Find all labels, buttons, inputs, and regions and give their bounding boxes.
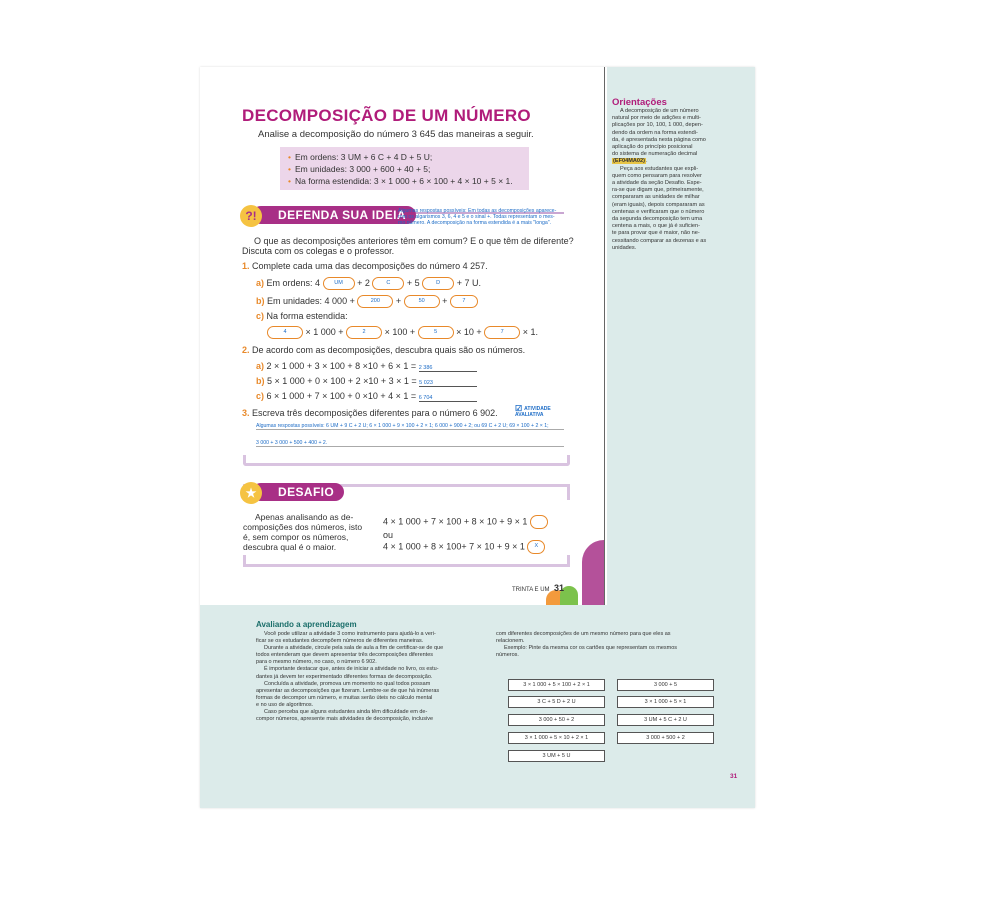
exercise-2c: c) 6 × 1 000 + 7 × 100 + 0 ×10 + 4 × 1 = 6 704 <box>256 391 477 402</box>
desafio-expr-1: 4 × 1 000 + 7 × 100 + 8 × 10 + 9 × 1 <box>383 515 548 529</box>
intro-text: Analise a decomposição do número 3 645 das maneiras a seguir. <box>258 129 534 140</box>
list-item: • Em unidades: 3 000 + 600 + 40 + 5; <box>288 164 431 174</box>
exercise-2b: b) 5 × 1 000 + 0 × 100 + 2 ×10 + 3 × 1 = 5 023 <box>256 376 477 387</box>
bottom-page-number: 31 <box>730 773 738 780</box>
exercise-3: 3. Escreva três decomposições diferentes para o número 6 902. <box>242 408 498 418</box>
section-bracket <box>243 455 570 466</box>
answer-box[interactable]: 5 <box>418 326 454 339</box>
decomposition-card: 3 C + 5 D + 2 U <box>508 696 605 708</box>
answer-box[interactable]: 2 <box>346 326 382 339</box>
avaliando-left-text: Você pode utilizar a atividade 3 como instrumento para ajudá-lo a veri- ficar se os estudantes decompõem números de diferentes maneiras. Durante a atividade, circule pela sala de aula a fim de certificar-se de que todos entenderam que devem apresentar três decomposições diferentes para o mesmo número, no caso, o número 6 902. É importante destacar que, antes de iniciar a atividade no livro, os estu- dantes já devem ter experimentado diferentes formas de decomposição. Concluída a atividade, promova um momento no qual todos possam apresentar as decomposições que fizeram. Lembre-se de que há inúmeras formas de decompor um número, e muitas serão úteis no cálculo mental e no uso de algoritmos. Caso perceba que alguns estudantes ainda têm dificuldade em de- compor números, apresente mais atividades de decomposição, inclusive <box>256 631 444 723</box>
column-divider <box>604 67 605 605</box>
exercise-2a: a) 2 × 1 000 + 3 × 100 + 8 ×10 + 6 × 1 = 2 386 <box>256 361 477 372</box>
exercise-3-answer: Algumas respostas possíveis: 6 UM + 9 C + 2 U; 6 × 1 000 + 9 × 100 + 2 × 1; 6 000 + 900 + 2; ou 69 C + 2 U; 69 × 100 + 2 × 1; <box>256 423 564 430</box>
answer-line[interactable]: 2 386 <box>419 365 477 372</box>
exercise-2: 2. De acordo com as decomposições, descubra quais são os números. <box>242 345 526 355</box>
answer-box[interactable]: UM <box>323 277 355 290</box>
decomposition-card: 3 × 1 000 + 5 × 1 <box>617 696 714 708</box>
page-footer: TRINTA E UM 31 <box>512 583 565 593</box>
exercise-1a: a) Em ordens: 4 UM + 2 C + 5 D + 7 U. <box>256 277 481 290</box>
desafio-label: DESAFIO <box>252 483 344 501</box>
section-bracket <box>243 555 570 567</box>
avaliando-title: Avaliando a aprendizagem <box>256 620 357 629</box>
exercise-1: 1. Complete cada uma das decomposições do número 4 257. <box>242 261 488 271</box>
answer-box[interactable]: 7 <box>484 326 520 339</box>
desafio-expr-2: 4 × 1 000 + 8 × 100+ 7 × 10 + 9 × 1 X <box>383 540 545 554</box>
answer-box[interactable]: C <box>372 277 404 290</box>
avaliando-right-text: com diferentes decomposições de um mesmo número para que eles as relacionem. Exemplo: Pinte da mesma cor os cartões que representam os mesmos números. <box>496 631 678 659</box>
exercise-1c-boxes: 4 × 1 000 + 2 × 100 + 5 × 10 + 7 × 1. <box>267 326 538 339</box>
page-title: DECOMPOSIÇÃO DE UM NÚMERO <box>242 106 531 125</box>
defenda-note: Algumas respostas possíveis: Em todas as decomposições aparece- rom os algarismos 3, 6, 4 e 5 e o sinal +. Todas representam o mes- mo número. A decomposição na forma estendida é a mais "longa". <box>398 208 557 226</box>
decomposition-card: 3 × 1 000 + 5 × 10 + 2 × 1 <box>508 732 605 744</box>
answer-box[interactable]: 4 <box>267 326 303 339</box>
decomposition-card: 3 000 + 50 + 2 <box>508 714 605 726</box>
answer-box[interactable] <box>530 515 548 529</box>
answer-line[interactable]: 5 023 <box>419 380 477 387</box>
check-icon: ☑ <box>515 404 523 413</box>
list-item: • Na forma estendida: 3 × 1 000 + 6 × 100 + 4 × 10 + 5 × 1. <box>288 176 513 186</box>
atividade-avaliativa-badge: ☑ ATIVIDADE AVALIATIVA <box>515 404 551 418</box>
desafio-text: Apenas analisando as de- composições dos números, isto é, sem compor os números, descubra qual é o maior. <box>243 512 363 552</box>
exercise-1b: b) Em unidades: 4 000 + 200 + 50 + 7 <box>256 295 478 308</box>
decomposition-card: 3 000 + 500 + 2 <box>617 732 714 744</box>
orientacoes-text: A decomposição de um número natural por meio de adições e multi- plicações por 10, 100, 1 000, depen- dendo da ordem na forma estendi- da, é apresentada nesta página como aplicação do princípio posicional do sistema de numeração decimal (EF04MA02). Peça aos estudantes que expli- quem como pensaram para resolver a atividade da seção Desafio. Espe- ra-se que digam que, primeiramente, compararam as unidades de milhar (eram iguais), depois compararam as centenas e verificaram que o número da segunda decomposição tem uma centena a mais, o que já é suficien- te para provar que é maior, não ne- cessitando comparar as dezenas e as unidades. <box>612 108 707 251</box>
decorative-shape <box>582 540 604 605</box>
list-item: • Em ordens: 3 UM + 6 C + 4 D + 5 U; <box>288 152 433 162</box>
decomposition-card: 3 UM + 5 U <box>508 750 605 762</box>
answer-box[interactable]: 50 <box>404 295 440 308</box>
exercise-3-answer: 3 000 + 3 000 + 500 + 400 + 2. <box>256 440 564 447</box>
bncc-code: (EF04MA02) <box>613 158 646 165</box>
answer-box[interactable]: 200 <box>357 295 393 308</box>
desafio-or: ou <box>383 530 394 540</box>
decomposition-card: 3 UM + 5 C + 2 U <box>617 714 714 726</box>
decomposition-card: 3 × 1 000 + 5 × 100 + 2 × 1 <box>508 679 605 691</box>
question-icon: ?! <box>240 205 262 227</box>
decomposition-card: 3 000 + 5 <box>617 679 714 691</box>
star-icon: ★ <box>240 482 262 504</box>
exercise-1c: c) Na forma estendida: <box>256 311 348 321</box>
defenda-question: O que as decomposições anteriores têm em comum? E o que têm de diferente? <box>254 236 574 246</box>
answer-box[interactable]: D <box>422 277 454 290</box>
defenda-question: Discuta com os colegas e o professor. <box>242 246 395 256</box>
answer-line[interactable]: 6 704 <box>419 395 477 402</box>
answer-box[interactable]: X <box>527 540 545 554</box>
defenda-label: DEFENDA SUA IDEIA <box>252 206 416 224</box>
decomposition-box <box>280 147 529 190</box>
answer-box[interactable]: 7 <box>450 295 478 308</box>
orientacoes-title: Orientações <box>612 97 667 108</box>
